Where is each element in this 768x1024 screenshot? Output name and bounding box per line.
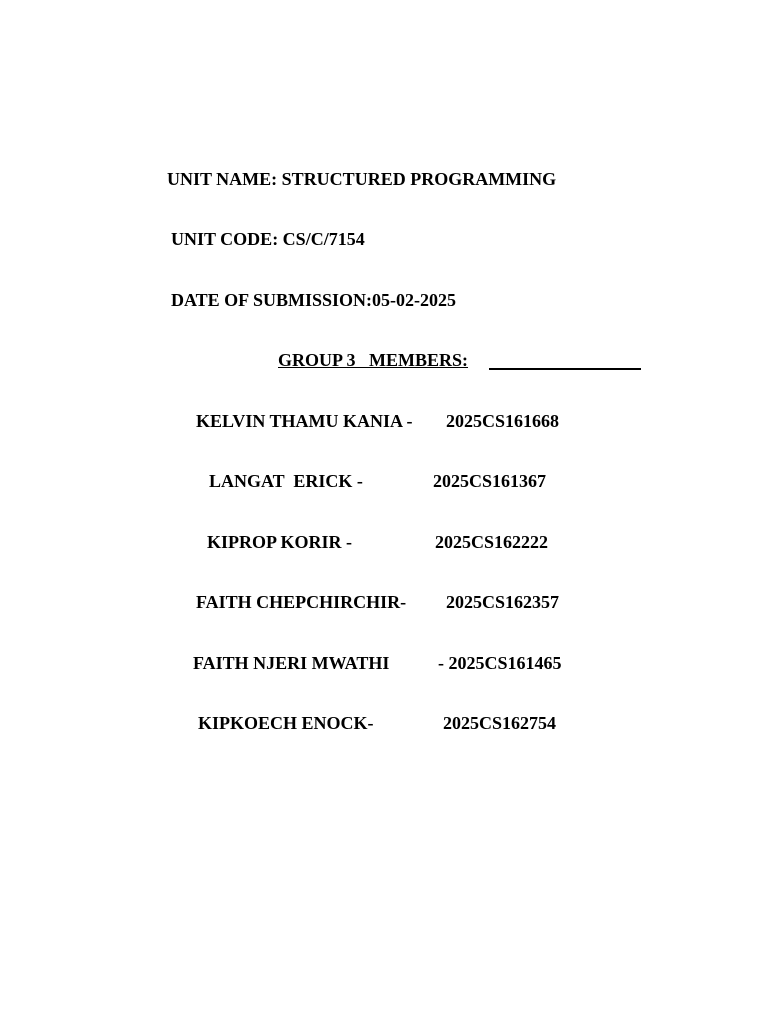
- member-2-name: LANGAT ERICK -: [209, 471, 363, 491]
- member-3-id: 2025CS162222: [435, 532, 549, 552]
- date-of-submission: DATE OF SUBMISSION:05-02-2025: [171, 290, 457, 310]
- member-2-id: 2025CS161367: [433, 471, 547, 491]
- member-5-id: - 2025CS161465: [438, 653, 562, 673]
- member-5-name: FAITH NJERI MWATHI: [193, 653, 390, 673]
- member-6-name: KIPKOECH ENOCK-: [198, 713, 374, 733]
- member-6-id: 2025CS162754: [443, 713, 557, 733]
- member-4-name: FAITH CHEPCHIRCHIR-: [196, 592, 407, 612]
- group-heading: GROUP 3 MEMBERS:: [278, 350, 469, 370]
- unit-name: UNIT NAME: STRUCTURED PROGRAMMING: [167, 169, 557, 189]
- unit-code: UNIT CODE: CS/C/7154: [171, 229, 365, 249]
- member-1-name: KELVIN THAMU KANIA -: [196, 411, 413, 431]
- group-heading-rule: [489, 368, 641, 370]
- member-1-id: 2025CS161668: [446, 411, 560, 431]
- member-3-name: KIPROP KORIR -: [207, 532, 353, 552]
- member-4-id: 2025CS162357: [446, 592, 560, 612]
